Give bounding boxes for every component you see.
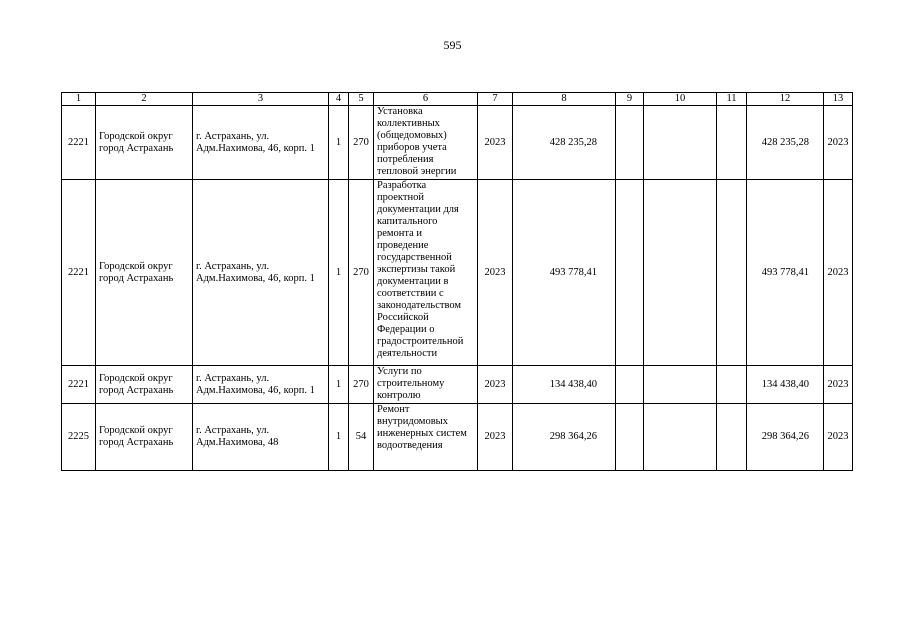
cell-col11 (717, 404, 747, 471)
cell-col4: 1 (329, 180, 349, 366)
cell-municipality: Городской округ город Астрахань (96, 404, 193, 471)
cell-total: 298 364,26 (747, 404, 824, 471)
column-header: 12 (747, 93, 824, 106)
cell-col4: 1 (329, 106, 349, 180)
cell-work: Установка коллективных (общедомовых) приборов учета потребления тепловой энергии (374, 106, 478, 180)
cell-code: 2225 (62, 404, 96, 471)
cell-municipality: Городской округ город Астрахань (96, 106, 193, 180)
page-number: 595 (443, 38, 462, 52)
cell-address: г. Астрахань, ул. Адм.Нахимова, 48 (193, 404, 329, 471)
column-header: 1 (62, 93, 96, 106)
cell-year-end: 2023 (824, 404, 853, 471)
cell-work: Услуги по строительному контролю (374, 366, 478, 404)
cell-address: г. Астрахань, ул. Адм.Нахимова, 46, корп. 1 (193, 106, 329, 180)
cell-year: 2023 (478, 180, 513, 366)
cell-total: 493 778,41 (747, 180, 824, 366)
cell-col9 (616, 404, 644, 471)
cell-year-end: 2023 (824, 180, 853, 366)
column-header: 4 (329, 93, 349, 106)
cell-code: 2221 (62, 106, 96, 180)
cell-col10 (644, 366, 717, 404)
cell-total: 134 438,40 (747, 366, 824, 404)
cell-year-end: 2023 (824, 366, 853, 404)
header-row (62, 93, 853, 106)
column-header: 13 (824, 93, 853, 106)
cell-work: Разработка проектной документации для капитального ремонта и проведение государственной экспертизы такой документации в соответствии с законодательством Российской Федерации о градостроительной деятельности (374, 180, 478, 366)
cell-address: г. Астрахань, ул. Адм.Нахимова, 46, корп. 1 (193, 366, 329, 404)
cell-col9 (616, 106, 644, 180)
cell-municipality: Городской округ город Астрахань (96, 180, 193, 366)
cell-col4: 1 (329, 366, 349, 404)
column-header: 2 (96, 93, 193, 106)
cell-cost: 493 778,41 (513, 180, 616, 366)
cell-col9 (616, 180, 644, 366)
cell-code: 2221 (62, 180, 96, 366)
cell-work: Ремонт внутридомовых инженерных систем водоотведения (374, 404, 478, 471)
column-header: 5 (349, 93, 374, 106)
cell-col11 (717, 106, 747, 180)
registry-table (61, 92, 853, 471)
cell-year: 2023 (478, 106, 513, 180)
cell-year: 2023 (478, 404, 513, 471)
column-header: 10 (644, 93, 717, 106)
cell-col11 (717, 366, 747, 404)
cell-col5: 270 (349, 366, 374, 404)
column-header: 11 (717, 93, 747, 106)
table-row (62, 180, 853, 366)
cell-col10 (644, 180, 717, 366)
column-header: 7 (478, 93, 513, 106)
cell-code: 2221 (62, 366, 96, 404)
table-row (62, 366, 853, 404)
cell-year-end: 2023 (824, 106, 853, 180)
column-header: 6 (374, 93, 478, 106)
cell-col5: 270 (349, 106, 374, 180)
cell-col10 (644, 404, 717, 471)
cell-col5: 270 (349, 180, 374, 366)
cell-col10 (644, 106, 717, 180)
cell-col9 (616, 366, 644, 404)
cell-cost: 134 438,40 (513, 366, 616, 404)
cell-col4: 1 (329, 404, 349, 471)
cell-municipality: Городской округ город Астрахань (96, 366, 193, 404)
table-row (62, 404, 853, 471)
cell-col11 (717, 180, 747, 366)
cell-year: 2023 (478, 366, 513, 404)
cell-cost: 298 364,26 (513, 404, 616, 471)
table-row (62, 106, 853, 180)
cell-cost: 428 235,28 (513, 106, 616, 180)
column-header: 8 (513, 93, 616, 106)
cell-col5: 54 (349, 404, 374, 471)
column-header: 3 (193, 93, 329, 106)
cell-total: 428 235,28 (747, 106, 824, 180)
column-header: 9 (616, 93, 644, 106)
cell-address: г. Астрахань, ул. Адм.Нахимова, 46, корп. 1 (193, 180, 329, 366)
